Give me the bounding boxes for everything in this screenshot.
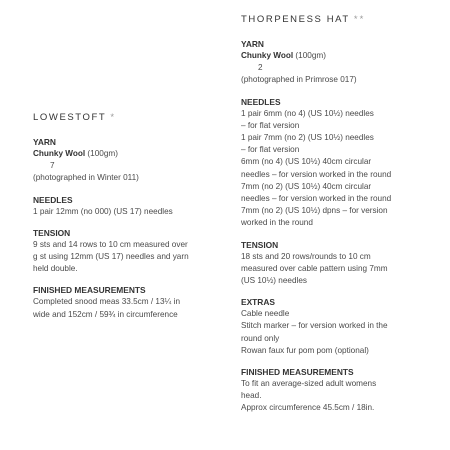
section-line: needles – for version worked in the round (241, 194, 392, 204)
section-line: worked in the round (241, 218, 313, 228)
section-heading: TENSION (33, 227, 71, 238)
section-line: head. (241, 391, 262, 401)
section-needles (33, 195, 233, 218)
section-heading: EXTRAS (241, 297, 275, 308)
yarn-name: Chunky Wool (241, 51, 294, 60)
section-line: Completed snood meas 33.5cm / 13¼ in (33, 297, 181, 307)
section-yarn (241, 39, 446, 87)
section-finished-measurements (241, 367, 446, 415)
section-line: 1 pair 12mm (no 000) (US 17) needles (33, 206, 173, 216)
section-line: g st using 12mm (US 17) needles and yarn (33, 252, 189, 262)
section-tension (33, 228, 233, 276)
section-line: To fit an average-sized adult womens (241, 379, 377, 389)
pattern-title (33, 112, 233, 123)
pattern-title (241, 14, 446, 25)
yarn-weight: (100gm) (293, 51, 326, 60)
section-heading: NEEDLES (241, 96, 281, 107)
spec-sections (241, 39, 446, 415)
section-line: (US 10½) needles (241, 276, 307, 286)
section-line (33, 148, 233, 160)
section-heading: NEEDLES (33, 194, 73, 205)
section-line: 1 pair 6mm (no 4) (US 10½) needles (241, 108, 374, 118)
section-line: wide and 152cm / 59¾ in circumference (33, 309, 178, 319)
section-heading: TENSION (241, 239, 279, 250)
title-text: LOWESTOFT (33, 112, 107, 123)
section-line: held double. (33, 264, 78, 274)
section-line: 1 pair 7mm (no 2) (US 10½) needles (241, 133, 374, 143)
section-heading: FINISHED MEASUREMENTS (241, 367, 354, 378)
yarn-name: Chunky Wool (33, 149, 86, 158)
section-needles (241, 97, 446, 230)
section-heading: YARN (33, 137, 56, 147)
section-line: 18 sts and 20 rows/rounds to 10 cm (241, 251, 371, 261)
section-line: round only (241, 333, 280, 343)
section-tension (241, 240, 446, 288)
ball-count: 7 (50, 161, 55, 171)
section-finished-measurements (33, 285, 233, 320)
section-extras (241, 297, 446, 357)
yarn-weight: (100gm) (85, 149, 118, 158)
section-line: Rowan faux fur pom pom (optional) (241, 345, 369, 355)
difficulty-stars: ** (353, 14, 366, 25)
section-line: Cable needle (241, 309, 290, 319)
section-line: 7mm (no 2) (US 10½) dpns – for version (241, 206, 388, 216)
section-line: (photographed in Winter 011) (33, 173, 139, 183)
title-text: THORPENESS HAT (241, 14, 350, 25)
section-line: needles – for version worked in the round (241, 169, 392, 179)
ball-count: 2 (258, 63, 263, 73)
section-line: Approx circumference 45.5cm / 18in. (241, 403, 375, 413)
section-line: measured over cable pattern using 7mm (241, 263, 388, 273)
section-line: – for flat version (241, 145, 300, 155)
spec-sections (33, 137, 233, 321)
pattern-thorpeness-hat (241, 14, 446, 415)
section-line: Stitch marker – for version worked in the (241, 321, 388, 331)
section-line: – for flat version (241, 120, 300, 130)
section-heading: YARN (241, 39, 264, 49)
section-line: (photographed in Primrose 017) (241, 75, 357, 85)
section-line (241, 50, 446, 62)
section-heading: FINISHED MEASUREMENTS (33, 285, 146, 296)
section-line: 6mm (no 4) (US 10½) 40cm circular (241, 157, 372, 167)
section-yarn (33, 137, 233, 185)
section-line: 9 sts and 14 rows to 10 cm measured over (33, 239, 188, 249)
section-line: 7mm (no 2) (US 10½) 40cm circular (241, 181, 372, 191)
pattern-lowestoft (33, 112, 233, 321)
difficulty-stars: * (110, 112, 117, 123)
